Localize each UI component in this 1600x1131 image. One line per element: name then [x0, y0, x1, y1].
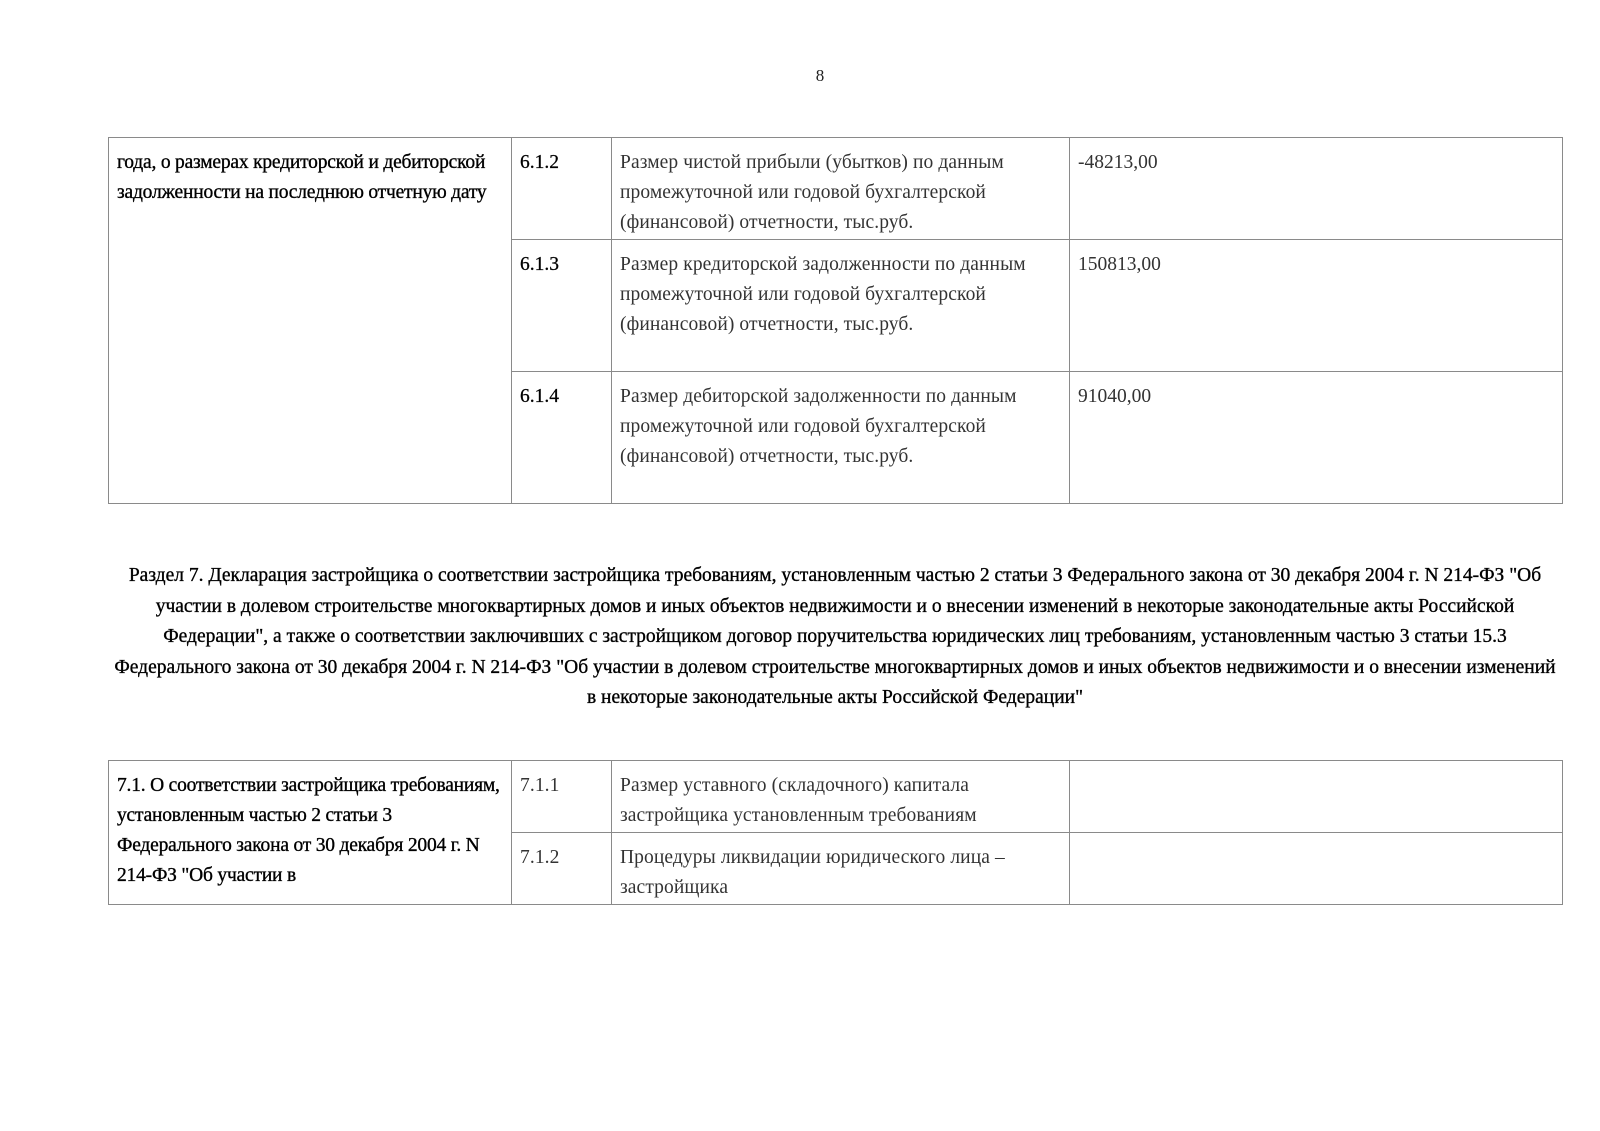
item-value: -48213,00 — [1070, 138, 1563, 240]
item-code: 6.1.3 — [512, 240, 612, 372]
item-description: Размер уставного (складочного) капитала застройщика установленным требованиям — [612, 761, 1070, 833]
developer-compliance-table — [108, 760, 1563, 905]
page-number: 8 — [815, 66, 825, 85]
item-description: Размер кредиторской задолженности по данным промежуточной или годовой бухгалтерской (финансовой) отчетности, тыс.руб. — [612, 240, 1070, 372]
table-row — [109, 761, 1563, 833]
item-value: 91040,00 — [1070, 372, 1563, 504]
section-label-cell: 7.1. О соответствии застройщика требованиям, установленным частью 2 статьи 3 Федерального закона от 30 декабря 2004 г. N 214-ФЗ "Об участии в — [109, 761, 512, 905]
financial-indicators-table — [108, 137, 1563, 504]
item-value — [1070, 761, 1563, 833]
section-7-heading: Раздел 7. Декларация застройщика о соответствии застройщика требованиям, установленным частью 2 статьи 3 Федерального закона от 30 декабря 2004 г. N 214-ФЗ "Об участии в долевом строительстве многоквартирных домов и иных объектов недвижимости и о внесении изменений в некоторые законодательные акты Российской Федерации", а также о соответствии заключивших с застройщиком договор поручительства юридических лиц требованиям, установленным частью 3 статьи 15.3 Федерального закона от 30 декабря 2004 г. N 214-ФЗ "Об участии в долевом строительстве многоквартирных домов и иных объектов недвижимости и о внесении изменений в некоторые законодательные акты Российской Федерации" — [114, 565, 1556, 708]
item-value — [1070, 833, 1563, 905]
table-row — [109, 138, 1563, 240]
item-code: 7.1.1 — [512, 761, 612, 833]
item-code: 7.1.2 — [512, 833, 612, 905]
item-value: 150813,00 — [1070, 240, 1563, 372]
item-description: Размер дебиторской задолженности по данным промежуточной или годовой бухгалтерской (финансовой) отчетности, тыс.руб. — [612, 372, 1070, 504]
item-code: 6.1.2 — [512, 138, 612, 240]
item-description: Размер чистой прибыли (убытков) по данным промежуточной или годовой бухгалтерской (финансовой) отчетности, тыс.руб. — [612, 138, 1070, 240]
item-description: Процедуры ликвидации юридического лица – застройщика — [612, 833, 1070, 905]
item-code: 6.1.4 — [512, 372, 612, 504]
section-label-cell: года, о размерах кредиторской и дебиторской задолженности на последнюю отчетную дату — [109, 138, 512, 504]
